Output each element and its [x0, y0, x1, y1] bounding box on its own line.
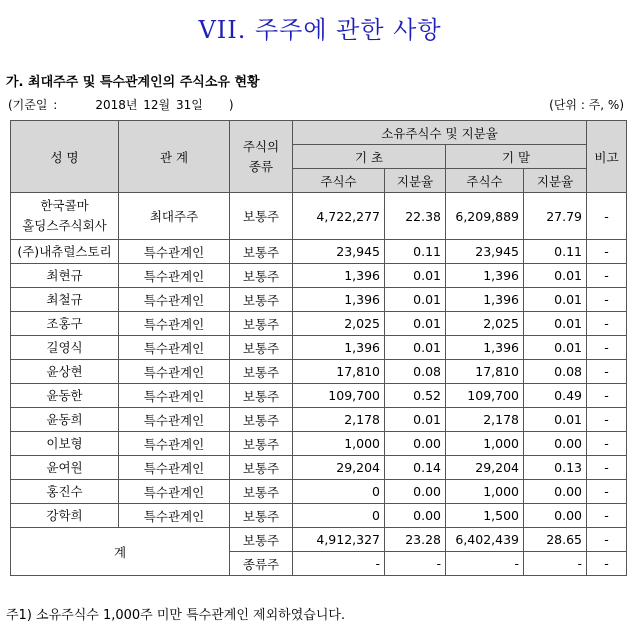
shareholder-name [11, 193, 119, 240]
start-ratio-cell: 0.08 [385, 360, 446, 384]
header-note: 비고 [587, 121, 627, 193]
shareholder-table [10, 120, 627, 576]
start-shares-cell: 1,396 [293, 288, 385, 312]
shareholder-name-line: 홀딩스주식회사 [22, 218, 107, 233]
relation-cell: 특수관계인 [119, 312, 230, 336]
header-end-ratio: 지분율 [524, 169, 587, 193]
stock-type-cell: 보통주 [230, 312, 293, 336]
start-shares-cell: 0 [293, 504, 385, 528]
table-row [11, 432, 627, 456]
end-ratio-cell: 0.00 [524, 480, 587, 504]
relation-cell: 특수관계인 [119, 360, 230, 384]
header-start-ratio: 지분율 [385, 169, 446, 193]
footnote: 주1) 소유주식수 1,000주 미만 특수관계인 제외하였습니다. [6, 608, 346, 623]
end-ratio-cell: 0.01 [524, 312, 587, 336]
end-ratio-cell: 0.01 [524, 288, 587, 312]
basis-date-value: 2018년 12월 31일 [95, 98, 203, 112]
header-end-shares: 주식수 [446, 169, 524, 193]
note-cell: - [587, 504, 627, 528]
shareholder-name: 이보형 [11, 432, 119, 456]
end-shares-cell: 1,500 [446, 504, 524, 528]
section-title: 가. 최대주주 및 특수관계인의 주식소유 현황 [6, 75, 260, 90]
total-start-ratio-cell: 23.28 [385, 528, 446, 552]
table-row [11, 408, 627, 432]
start-shares-cell: 17,810 [293, 360, 385, 384]
end-shares-cell: 29,204 [446, 456, 524, 480]
table-body [11, 121, 627, 576]
end-shares-cell: 1,000 [446, 480, 524, 504]
start-ratio-cell: 0.00 [385, 432, 446, 456]
start-ratio-cell: 0.52 [385, 384, 446, 408]
basis-date-label: (기준일 : [8, 98, 58, 112]
stock-type-cell: 보통주 [230, 288, 293, 312]
note-cell: - [587, 384, 627, 408]
header-relation: 관 계 [119, 121, 230, 193]
start-shares-cell: 1,396 [293, 264, 385, 288]
end-ratio-cell: 0.13 [524, 456, 587, 480]
total-end-shares-cell: - [446, 552, 524, 576]
relation-cell: 특수관계인 [119, 288, 230, 312]
end-ratio-cell: 0.08 [524, 360, 587, 384]
stock-type-cell: 보통주 [230, 384, 293, 408]
start-ratio-cell: 0.01 [385, 288, 446, 312]
end-shares-cell: 1,396 [446, 288, 524, 312]
total-note-cell: - [587, 552, 627, 576]
end-ratio-cell: 0.01 [524, 336, 587, 360]
table-row [11, 384, 627, 408]
total-stock-type-cell: 종류주 [230, 552, 293, 576]
start-ratio-cell: 22.38 [385, 193, 446, 240]
start-ratio-cell: 0.01 [385, 312, 446, 336]
end-shares-cell: 23,945 [446, 240, 524, 264]
start-ratio-cell: 0.01 [385, 264, 446, 288]
table-row [11, 456, 627, 480]
total-start-ratio-cell: - [385, 552, 446, 576]
table-row [11, 288, 627, 312]
total-end-ratio-cell: 28.65 [524, 528, 587, 552]
table-row [11, 193, 627, 240]
header-row-1 [11, 121, 627, 145]
stock-type-cell: 보통주 [230, 408, 293, 432]
note-cell: - [587, 456, 627, 480]
start-shares-cell: 23,945 [293, 240, 385, 264]
table-row [11, 264, 627, 288]
shareholder-name: 최현규 [11, 264, 119, 288]
stock-type-cell: 보통주 [230, 240, 293, 264]
stock-type-cell: 보통주 [230, 264, 293, 288]
end-shares-cell: 6,209,889 [446, 193, 524, 240]
note-cell: - [587, 193, 627, 240]
header-period-end: 기 말 [446, 145, 587, 169]
total-row [11, 528, 627, 552]
note-cell: - [587, 264, 627, 288]
total-label: 계 [11, 528, 230, 576]
basis-date-close: ) [228, 98, 234, 112]
stock-type-cell: 보통주 [230, 432, 293, 456]
end-ratio-cell: 0.00 [524, 504, 587, 528]
header-stock-type-line-1: 주식의 [242, 138, 280, 154]
table-row [11, 336, 627, 360]
header-period-start: 기 초 [293, 145, 446, 169]
end-shares-cell: 17,810 [446, 360, 524, 384]
end-ratio-cell: 0.00 [524, 432, 587, 456]
end-shares-cell: 109,700 [446, 384, 524, 408]
end-ratio-cell: 0.11 [524, 240, 587, 264]
note-cell: - [587, 336, 627, 360]
shareholder-name: 윤동한 [11, 384, 119, 408]
end-ratio-cell: 0.49 [524, 384, 587, 408]
chapter-title: VII. 주주에 관한 사항 [198, 16, 442, 44]
note-cell: - [587, 312, 627, 336]
start-ratio-cell: 0.11 [385, 240, 446, 264]
note-cell: - [587, 288, 627, 312]
shareholder-name-line: 한국콜마 [40, 198, 89, 213]
table-row [11, 312, 627, 336]
shareholder-name: 조홍구 [11, 312, 119, 336]
stock-type-cell: 보통주 [230, 336, 293, 360]
shareholder-name: 홍진수 [11, 480, 119, 504]
start-ratio-cell: 0.00 [385, 480, 446, 504]
note-cell: - [587, 240, 627, 264]
start-shares-cell: 1,396 [293, 336, 385, 360]
shareholder-name: 윤동희 [11, 408, 119, 432]
start-shares-cell: 2,178 [293, 408, 385, 432]
unit-label: (단위 : 주, %) [549, 98, 624, 112]
start-shares-cell: 29,204 [293, 456, 385, 480]
note-cell: - [587, 480, 627, 504]
relation-cell: 특수관계인 [119, 336, 230, 360]
shareholder-name: (주)내츄럴스토리 [11, 240, 119, 264]
end-shares-cell: 2,178 [446, 408, 524, 432]
header-start-shares: 주식수 [293, 169, 385, 193]
note-cell: - [587, 360, 627, 384]
table-row [11, 360, 627, 384]
relation-cell: 최대주주 [119, 193, 230, 240]
header-stock-type [230, 121, 293, 193]
total-stock-type-cell: 보통주 [230, 528, 293, 552]
relation-cell: 특수관계인 [119, 408, 230, 432]
end-shares-cell: 1,396 [446, 336, 524, 360]
end-ratio-cell: 27.79 [524, 193, 587, 240]
header-holdings: 소유주식수 및 지분율 [293, 121, 587, 145]
note-cell: - [587, 432, 627, 456]
start-shares-cell: 2,025 [293, 312, 385, 336]
note-cell: - [587, 408, 627, 432]
header-name: 성 명 [11, 121, 119, 193]
shareholder-name: 강학희 [11, 504, 119, 528]
shareholder-name: 윤여원 [11, 456, 119, 480]
relation-cell: 특수관계인 [119, 432, 230, 456]
start-shares-cell: 4,722,277 [293, 193, 385, 240]
relation-cell: 특수관계인 [119, 264, 230, 288]
shareholder-name: 최철규 [11, 288, 119, 312]
total-note-cell: - [587, 528, 627, 552]
relation-cell: 특수관계인 [119, 504, 230, 528]
table-row [11, 480, 627, 504]
basis-date-line [8, 96, 234, 113]
stock-type-cell: 보통주 [230, 504, 293, 528]
relation-cell: 특수관계인 [119, 384, 230, 408]
start-ratio-cell: 0.00 [385, 504, 446, 528]
table-row [11, 504, 627, 528]
stock-type-cell: 보통주 [230, 456, 293, 480]
end-shares-cell: 2,025 [446, 312, 524, 336]
end-ratio-cell: 0.01 [524, 264, 587, 288]
total-end-shares-cell: 6,402,439 [446, 528, 524, 552]
start-ratio-cell: 0.01 [385, 336, 446, 360]
relation-cell: 특수관계인 [119, 480, 230, 504]
total-start-shares-cell: - [293, 552, 385, 576]
start-ratio-cell: 0.14 [385, 456, 446, 480]
relation-cell: 특수관계인 [119, 456, 230, 480]
start-shares-cell: 1,000 [293, 432, 385, 456]
start-ratio-cell: 0.01 [385, 408, 446, 432]
header-stock-type-line-2: 종류 [248, 158, 274, 174]
start-shares-cell: 109,700 [293, 384, 385, 408]
relation-cell: 특수관계인 [119, 240, 230, 264]
table-row [11, 240, 627, 264]
end-ratio-cell: 0.01 [524, 408, 587, 432]
total-start-shares-cell: 4,912,327 [293, 528, 385, 552]
start-shares-cell: 0 [293, 480, 385, 504]
stock-type-cell: 보통주 [230, 480, 293, 504]
end-shares-cell: 1,000 [446, 432, 524, 456]
shareholder-name: 윤상현 [11, 360, 119, 384]
total-end-ratio-cell: - [524, 552, 587, 576]
stock-type-cell: 보통주 [230, 193, 293, 240]
stock-type-cell: 보통주 [230, 360, 293, 384]
end-shares-cell: 1,396 [446, 264, 524, 288]
shareholder-name: 길영식 [11, 336, 119, 360]
